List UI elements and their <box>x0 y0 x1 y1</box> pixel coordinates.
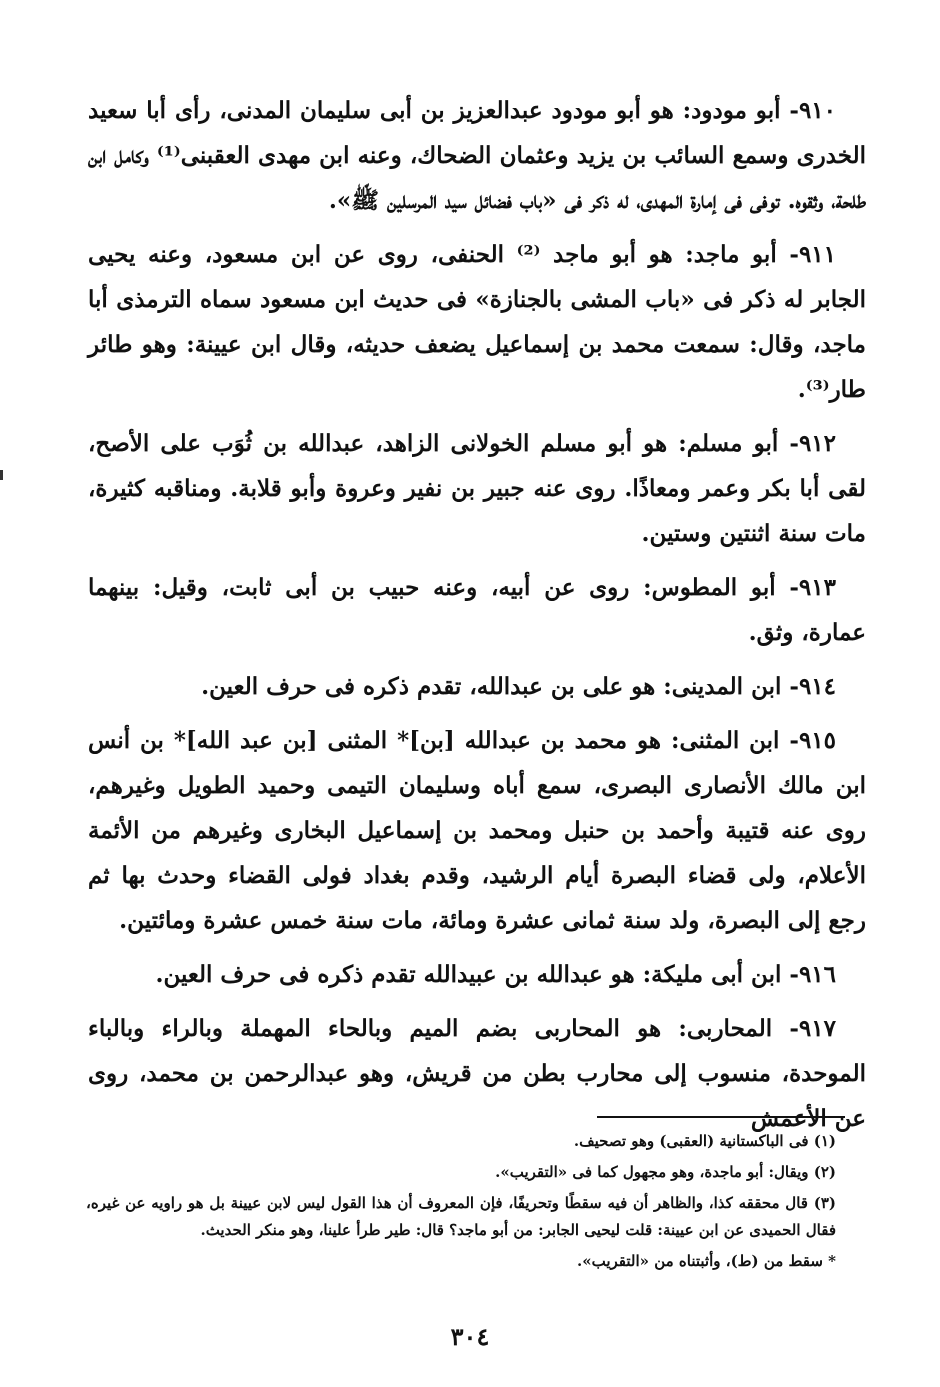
entry-number: ٩١٤- <box>789 673 836 700</box>
entry-number: ٩١٢- <box>789 430 837 457</box>
entry-911 <box>88 232 866 412</box>
footnote-divider <box>597 1116 845 1118</box>
entry-number: ٩١٦- <box>789 961 836 988</box>
entry-914 <box>88 664 866 709</box>
entry-text: أبو مسلم: هو أبو مسلم الخولانى الزاهد، عبدالله بن ثُوَب على الأصح، لقى أبا بكر وعمر ومعاذًا. روى عنه جبير بن نفير وعروة وأبو قلابة. ومناقبه كثيرة، مات سنة اثنتين وستين. <box>88 430 866 547</box>
entry-text: أبو مودود: هو أبو مودود عبدالعزيز بن أبى سليمان المدنى، رأى أبا سعيد الخدرى وسمع السائب بن يزيد وعثمان الضحاك، وعنه ابن مهدى العقبنى⁽¹⁾ وكامل ابن طلحة، وثقوه. توفى فى إمارة المهدى، له ذكر فى «باب فضائل سيد المرسلين ﷺ». <box>88 97 866 214</box>
entry-number: ٩١٠- <box>789 97 837 124</box>
entry-913 <box>88 565 866 655</box>
entry-number: ٩١١- <box>789 241 836 268</box>
entry-text: ابن أبى مليكة: هو عبدالله بن عبيدالله تقدم ذكره فى حرف العين. <box>155 961 782 988</box>
entry-912 <box>88 421 866 556</box>
entry-916 <box>88 952 866 997</box>
main-text <box>88 88 866 1150</box>
entry-number: ٩١٥- <box>789 727 836 754</box>
entry-text: ابن المدينى: هو على بن عبدالله، تقدم ذكره فى حرف العين. <box>201 673 782 700</box>
footnote-1: (١) فى الباكستانية (العقبى) وهو تصحيف. <box>573 1132 836 1150</box>
entry-text: المحاربى: هو المحاربى بضم الميم وبالحاء المهملة وبالراء وبالباء الموحدة، منسوب إلى محارب بطن من قريش، وهو عبدالرحمن بن محمد، روى عن الأعمش <box>88 1015 866 1132</box>
entry-text: أبو المطوس: روى عن أبيه، وعنه حبيب بن أبى ثابت، وقيل: بينهما عمارة، وثق. <box>88 574 866 646</box>
footnote-2: (٢) ويقال: أبو ماجدة، وهو مجهول كما فى «التقريب». <box>495 1163 836 1181</box>
entry-number: ٩١٣- <box>789 574 836 601</box>
footnote-asterisk: * سقط من (ط)، وأثبتناه من «التقريب». <box>577 1252 836 1270</box>
scan-edge-mark <box>0 470 3 480</box>
entry-915 <box>88 718 866 943</box>
entry-910 <box>88 88 866 223</box>
entry-number: ٩١٧- <box>789 1015 836 1042</box>
footnotes <box>86 1128 836 1279</box>
entry-text: أبو ماجد: هو أبو ماجد ⁽²⁾ الحنفى، روى عن ابن مسعود، وعنه يحيى الجابر له ذكر فى «باب المشى بالجنازة» فى حديث ابن مسعود سماه الترمذى أبا ماجد، وقال: سمعت محمد بن إسماعيل يضعف حديثه، وقال ابن عيينة: وهو طائر طار⁽³⁾. <box>88 241 866 403</box>
entry-text: ابن المثنى: هو محمد بن عبدالله [بن]* المثنى [بن عبد الله]* بن أنس ابن مالك الأنصارى البصرى، سمع أباه وسليمان التيمى وحميد الطويل وغيرهم، روى عنه قتيبة وأحمد بن حنبل ومحمد بن إسماعيل البخارى وغيرهم من الأئمة الأعلام، ولى قضاء البصرة أيام الرشيد، وقدم بغداد فولى القضاء وحدث بها ثم رجع إلى البصرة، ولد سنة ثمانى عشرة ومائة، مات سنة خمس عشرة ومائتين. <box>88 727 866 934</box>
page-number: ٣٠٤ <box>450 1322 490 1351</box>
entry-917 <box>88 1006 866 1141</box>
footnote-3: (٣) قال محققه كذا، والظاهر أن فيه سقطًا وتحريفًا، فإن المعروف أن هذا القول ليس لابن عيينة بل هو راويه عن غيره، فقال الحميدى عن ابن عيينة: قلت ليحيى الجابر: من أبو ماجد؟ قال: طير طرأ علينا، وهو منكر الحديث. <box>86 1194 836 1239</box>
